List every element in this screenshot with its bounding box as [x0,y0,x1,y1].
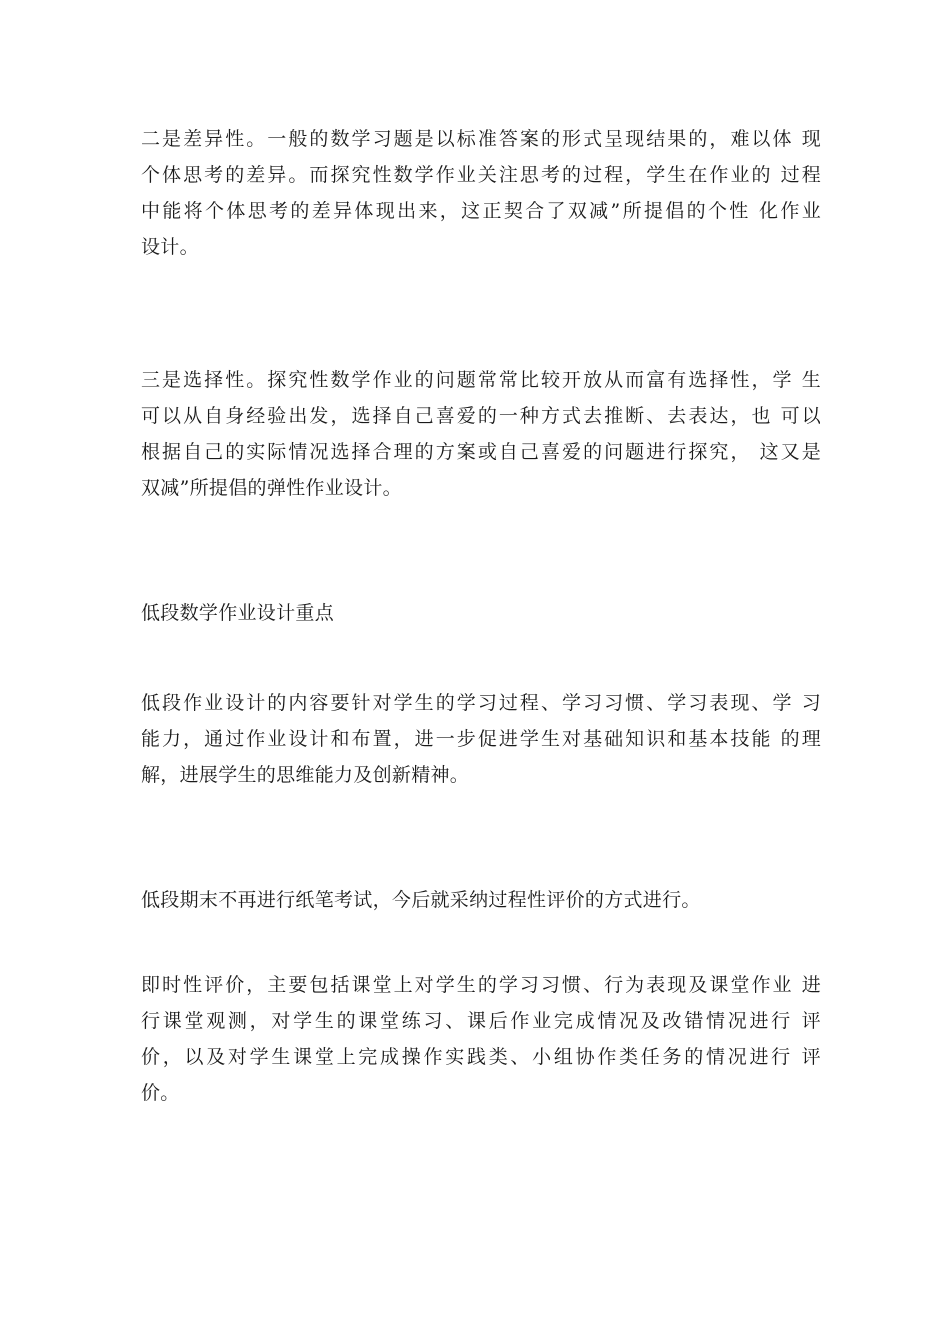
text-line: 个体思考的差异。而探究性数学作业关注思考的过程，学生在作业的 过程 [141,164,821,186]
text-line: 可以从自身经验出发，选择自己喜爱的一种方式去推断、去表达，也 可以 [141,405,821,427]
section-heading [141,595,821,631]
paragraph-design-content [141,685,821,793]
paragraph-difference [141,121,821,265]
text-line: 价。 [141,1082,180,1104]
paragraph-final-exam [141,882,821,918]
text-line: 三是选择性。探究性数学作业的问题常常比较开放从而富有选择性，学 生 [141,369,821,391]
text-line: 即时性评价，主要包括课堂上对学生的学习习惯、行为表现及课堂作业 进 [141,974,821,996]
text-line: 解，进展学生的思维能力及创新精神。 [141,764,470,786]
paragraph-instant-evaluation [141,967,821,1111]
text-line: 低段期末不再进行纸笔考试，今后就采纳过程性评价的方式进行。 [141,889,701,911]
heading-text: 低段数学作业设计重点 [141,602,335,624]
text-line: 能力，通过作业设计和布置，进一步促进学生对基础知识和基本技能 的理 [141,728,821,750]
text-line: 二是差异性。一般的数学习题是以标准答案的形式呈现结果的，难以体 现 [141,128,821,150]
text-line: 中能将个体思考的差异体现出来，这正契合了双减”所提倡的个性 化作业 [141,200,821,222]
text-line: 价，以及对学生课堂上完成操作实践类、小组协作类任务的情况进行 评 [141,1046,821,1068]
text-line: 根据自己的实际情况选择合理的方案或自己喜爱的问题进行探究， 这又是 [141,441,821,463]
text-line: 设计。 [141,236,199,258]
text-line: 双减”所提倡的弹性作业设计。 [141,477,402,499]
paragraph-choice [141,362,821,506]
text-line: 行课堂观测，对学生的课堂练习、课后作业完成情况及改错情况进行 评 [141,1010,821,1032]
text-line: 低段作业设计的内容要针对学生的学习过程、学习习惯、学习表现、学 习 [141,692,821,714]
